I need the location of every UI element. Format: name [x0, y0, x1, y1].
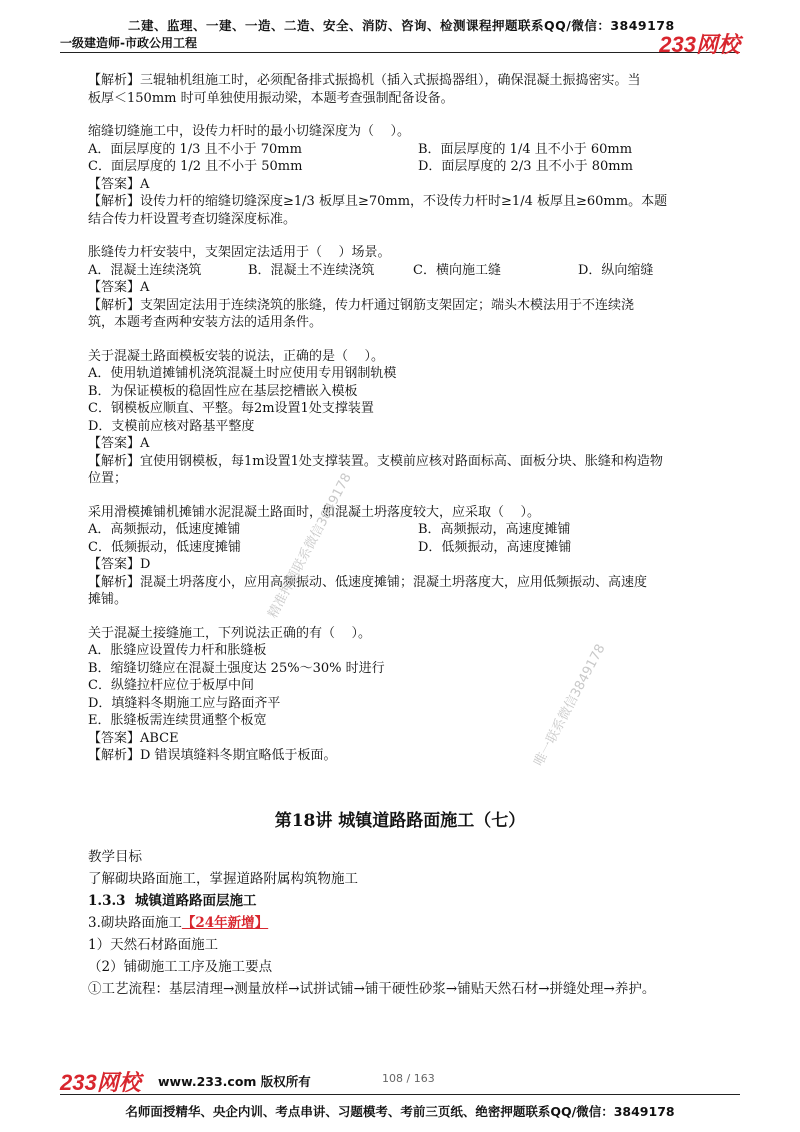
option-b: B．混凝土不连续浇筑 [248, 262, 375, 278]
question-block-3 [88, 348, 748, 488]
question-block-4 [88, 504, 748, 609]
option-d: D．填缝料冬期施工应与路面齐平 [88, 695, 281, 711]
answer: 【答案】A [88, 176, 150, 192]
question-stem: 关于混凝土路面模板安装的说法，正确的是（ ）。 [88, 348, 385, 364]
option-c: C．横向施工缝 [413, 262, 501, 278]
option-d: D．纵向缩缝 [578, 262, 654, 278]
option-a: A．胀缝应设置传力杆和胀缝板 [88, 643, 267, 658]
question-block-1 [88, 123, 748, 228]
answer: 【答案】D [88, 557, 151, 572]
section-body [88, 846, 748, 1000]
option-a: A．混凝土连续浇筑 [88, 262, 202, 278]
option-d: D．支模前应核对路基平整度 [88, 418, 255, 434]
answer: 【答案】A [88, 280, 150, 295]
option-c: C．低频振动，低速度摊铺 [88, 539, 241, 555]
page-header [60, 14, 740, 57]
question-block-2 [88, 244, 748, 332]
new-tag: 【24年新增】 [181, 915, 269, 931]
page-footer [60, 1064, 740, 1095]
analysis-line: 筑，本题考查两种安装方法的适用条件。 [88, 315, 323, 330]
option-a: A．面层厚度的 1/3 且不小于 70mm [88, 141, 302, 157]
goal-text: 了解砌块路面施工，掌握道路附属构筑物施工 [88, 871, 358, 887]
analysis-line: 【解析】支架固定法用于连续浇筑的胀缝，传力杆通过钢筋支架固定；端头木模法用于不连续浇 [88, 297, 635, 313]
question-block-5 [88, 625, 748, 765]
question-stem: 采用滑模摊铺机摊铺水泥混凝土路面时，如混凝土坍落度较大，应采取（ ）。 [88, 504, 541, 520]
question-block-0 [88, 72, 748, 107]
header-logo: 233网校 [659, 32, 740, 57]
page-number: 108 / 163 [382, 1072, 435, 1085]
heading-1: 1.3.3 城镇道路路面层施工 [88, 893, 257, 909]
heading-2 [88, 912, 748, 934]
option-b: B．为保证模板的稳固性应在基层挖槽嵌入模板 [88, 383, 358, 399]
section-title: 第18讲 城镇道路路面施工（七） [274, 811, 526, 831]
question-stem: 胀缝传力杆安装中，支架固定法适用于（ ）场景。 [88, 245, 391, 260]
option-d: D．面层厚度的 2/3 且不小于 80mm [418, 159, 633, 174]
heading-3: 1）天然石材路面施工 [88, 937, 219, 953]
footer-contact-line: 名师面授精华、央企内训、考点串讲、习题模考、考前三页纸、绝密押题联系QQ/微信：3849178 [125, 1104, 675, 1119]
analysis-line: 板厚＜150mm 时可单独使用振动梁，本题考查强制配备设备。 [88, 90, 454, 106]
option-a: A．使用轨道摊铺机浇筑混凝土时应使用专用钢制轨模 [88, 366, 397, 381]
header-subject: 一级建造师-市政公用工程 [60, 36, 197, 50]
option-c: C．纵缝拉杆应位于板厚中间 [88, 678, 254, 693]
heading-2-text: 3.砌块路面施工 [88, 915, 182, 931]
question-stem: 关于混凝土接缝施工，下列说法正确的有（ ）。 [88, 625, 372, 641]
analysis-line: 【解析】D 错误填缝料冬期宜略低于板面。 [88, 748, 337, 763]
option-b: B．缩缝切缝应在混凝土强度达 25%～30% 时进行 [88, 660, 385, 676]
heading-4: （2）铺砌施工工序及施工要点 [88, 959, 273, 975]
watermark-2: 唯一联系微信3849178 [531, 641, 609, 769]
answer: 【答案】A [88, 436, 150, 451]
analysis-line: 摊铺。 [88, 592, 128, 607]
analysis-line: 【解析】设传力杆的缩缝切缝深度≥1/3 板厚且≥70mm，不设传力杆时≥1/4 板厚且≥60mm。本题 [88, 194, 668, 209]
questions-content [88, 72, 748, 781]
option-a: A．高频振动，低速度摊铺 [88, 522, 241, 537]
analysis-line: 位置； [88, 471, 128, 486]
option-e: E．胀缝板需连续贯通整个板宽 [88, 713, 267, 728]
watermark-1: 精准押题联系微信3849178 [265, 470, 355, 621]
goal-label: 教学目标 [88, 849, 142, 865]
analysis-line: 【解析】宜使用钢模板，每1m设置1处支撑装置。支模前应核对路面标高、面板分块、胀缝和构造物 [88, 453, 663, 469]
header-contact-line: 二建、监理、一建、一造、二造、安全、消防、咨询、检测课程押题联系QQ/微信：3849178 [128, 18, 675, 33]
option-c: C．面层厚度的 1/2 且不小于 50mm [88, 159, 303, 174]
analysis-line: 【解析】三辊轴机组施工时，必须配备排式振捣机（插入式振捣器组），确保混凝土振捣密实。当 [88, 73, 641, 88]
option-b: B．高频振动，高速度摊铺 [418, 522, 571, 537]
footer-site: www.233.com 版权所有 [158, 1074, 311, 1089]
option-b: B．面层厚度的 1/4 且不小于 60mm [418, 141, 633, 157]
process-paragraph: ①工艺流程：基层清理→测量放样→试拼试铺→铺干硬性砂浆→铺贴天然石材→拼缝处理→养护。 [88, 981, 656, 997]
question-stem: 缩缝切缝施工中，设传力杆时的最小切缝深度为（ ）。 [88, 124, 411, 139]
answer: 【答案】ABCE [88, 730, 179, 746]
option-d: D．低频振动，高速度摊铺 [418, 539, 572, 555]
option-c: C．钢模板应顺直、平整。每2m设置1处支撑装置 [88, 401, 374, 416]
analysis-line: 【解析】混凝土坍落度小，应用高频振动、低速度摊铺；混凝土坍落度大，应用低频振动、高速度 [88, 574, 648, 590]
analysis-line: 结合传力杆设置考查切缝深度标准。 [88, 211, 297, 227]
footer-logo: 233网校 [60, 1070, 141, 1095]
